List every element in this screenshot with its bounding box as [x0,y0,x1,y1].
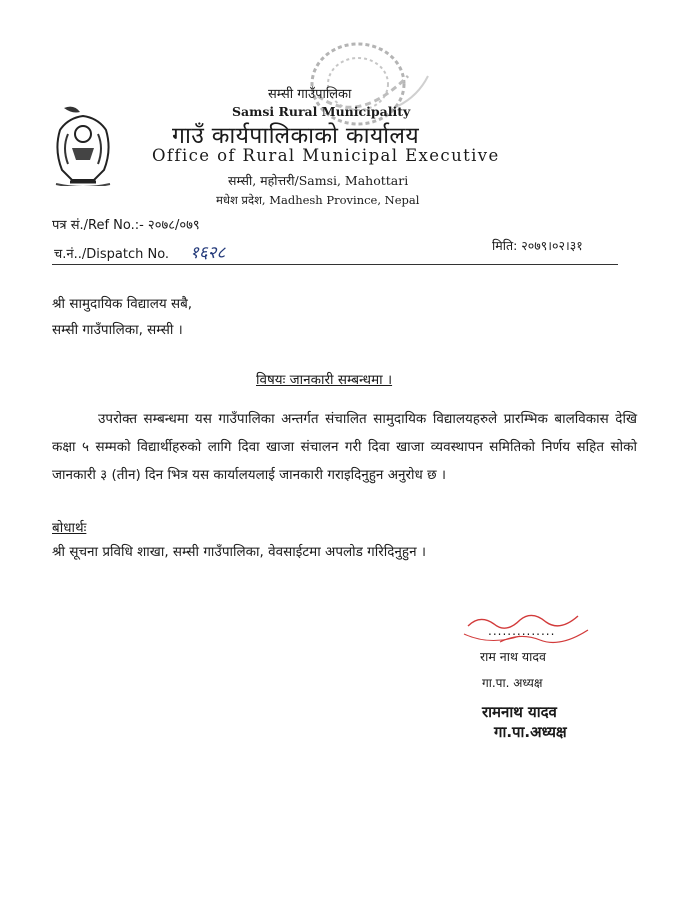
municipality-name-np: सम्सी गाउँपालिका [268,87,352,102]
signatory-title: गा.पा. अध्यक्ष [482,676,543,690]
municipality-name-en: Samsi Rural Municipality [232,104,411,119]
dispatch-number-handwritten: १६२८ [190,243,226,263]
cc-label: बोधार्थः [52,520,87,536]
nepal-emblem-icon [50,100,116,186]
stamp-signatory-name: रामनाथ यादव [482,703,557,721]
ref-number: पत्र सं./Ref No.:- २०७८/०७९ [52,218,200,233]
recipient-line-2: सम्सी गाउँपालिका, सम्सी । [52,322,183,338]
signature-dots: .............. [488,624,556,638]
office-name-en: Office of Rural Municipal Executive [152,146,500,165]
cc-line: श्री सूचना प्रविधि शाखा, सम्सी गाउँपालिका, वेवसाईटमा अपलोड गरिदिनुहुन । [52,544,426,560]
header-divider [52,264,618,265]
dispatch-number-label: च.नं../Dispatch No. [54,247,170,262]
body-paragraph: उपरोक्त सम्बन्धमा यस गाउँपालिका अन्तर्गत संचालित सामुदायिक विद्यालयहरुले प्रारम्भिक बालविकास देखि कक्षा ५ सम्मको विद्यार्थीहरुको लागि दिवा खाजा संचालन गरी दिवा खाजा व्यवस्थापन समितिको निर्णय सहित सोको जानकारी ३ (तीन) दिन भित्र यस कार्यालयलाई जानकारी गराइदिनुहुन अनुरोध छ । [52,411,637,483]
letter-date: मिति: २०७९।०२।३१ [492,238,583,253]
signatory-name: राम नाथ यादव [480,649,547,664]
recipient-line-1: श्री सामुदायिक विद्यालय सबै, [52,296,193,312]
office-name-np: गाउँ कार्यपालिकाको कार्यालय [172,123,419,149]
office-address: सम्सी, महोत्तरी/Samsi, Mahottari [228,173,409,188]
office-province: मधेश प्रदेश, Madhesh Province, Nepal [216,193,420,207]
subject-line: विषयः जानकारी सम्बन्धमा । [256,372,393,388]
stamp-signatory-title: गा.पा.अध्यक्ष [494,723,567,741]
